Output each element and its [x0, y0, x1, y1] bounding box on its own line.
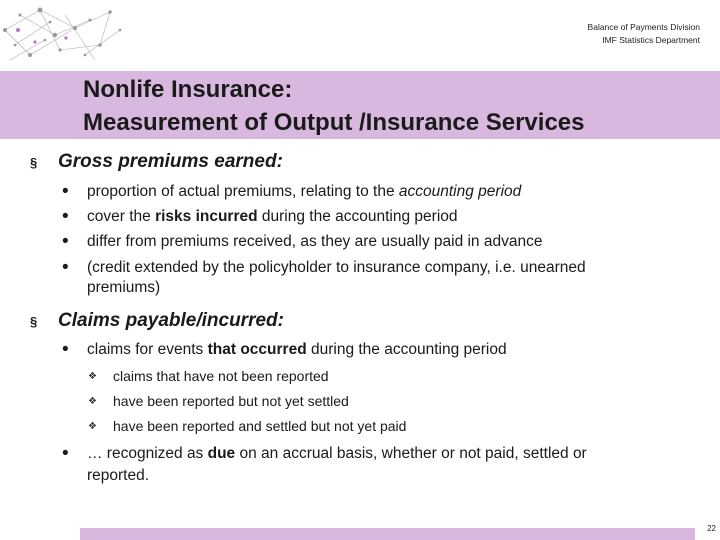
title-line-1: Nonlife Insurance:: [83, 76, 293, 103]
section-heading: Claims payable/incurred:: [58, 310, 284, 331]
sub-item-text: have been reported but not yet settled: [113, 393, 349, 409]
bullet-icon: •: [62, 257, 69, 278]
list-item: [62, 208, 458, 226]
department-header: [588, 21, 700, 47]
item-text: claims for events that occurred during the accounting period: [87, 341, 507, 358]
bullet-icon: •: [62, 231, 69, 252]
division-label: Balance of Payments Division: [587, 22, 700, 32]
item-text: (credit extended by the policyholder to insurance company, i.e. unearned: [87, 259, 586, 276]
diamond-bullet-icon: ❖: [88, 395, 97, 407]
item-text: differ from premiums received, as they are usually paid in advance: [87, 233, 543, 250]
list-item: [62, 445, 587, 463]
diamond-bullet-icon: ❖: [88, 420, 97, 432]
diamond-bullet-icon: ❖: [88, 370, 97, 382]
footer-bar: [80, 528, 695, 540]
section-gross-premiums: [30, 151, 283, 173]
sub-item-text: have been reported and settled but not yet paid: [113, 418, 407, 434]
section-heading: Gross premiums earned:: [58, 151, 283, 172]
logo-network-graphic: [0, 0, 130, 72]
sub-list-item: [88, 368, 329, 384]
item-continuation: reported.: [87, 467, 150, 484]
section-claims-payable: [30, 310, 284, 332]
list-item: [62, 341, 507, 359]
sub-item-text: claims that have not been reported: [113, 368, 329, 384]
square-bullet-icon: §: [30, 154, 38, 170]
sub-list-item: [88, 418, 406, 434]
bullet-icon: •: [62, 206, 69, 227]
list-item: [62, 183, 521, 201]
department-label: IMF Statistics Department: [602, 35, 700, 45]
list-item: [62, 233, 542, 251]
page-number: 22: [707, 524, 716, 533]
item-text: … recognized as due on an accrual basis, whether or not paid, settled or: [87, 445, 587, 462]
item-continuation: premiums): [87, 279, 161, 296]
bullet-icon: •: [62, 339, 69, 360]
item-text: proportion of actual premiums, relating to the accounting period: [87, 183, 522, 200]
sub-list-item: [88, 393, 349, 409]
title-line-2: Measurement of Output /Insurance Services: [83, 109, 585, 136]
bullet-icon: •: [62, 443, 69, 464]
bullet-icon: •: [62, 181, 69, 202]
item-text: cover the risks incurred during the accounting period: [87, 208, 458, 225]
slide-title: [83, 73, 584, 139]
square-bullet-icon: §: [30, 313, 38, 329]
list-item: [62, 259, 586, 277]
